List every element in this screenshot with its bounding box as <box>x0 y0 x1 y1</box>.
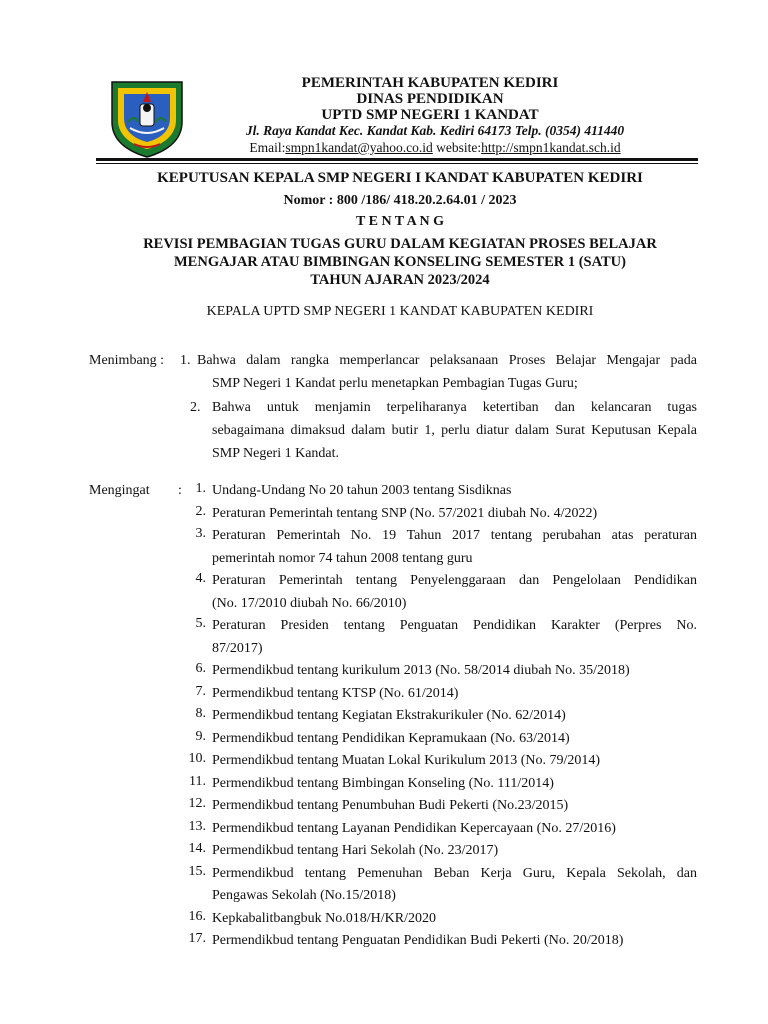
decree-title: KEPUTUSAN KEPALA SMP NEGERI I KANDAT KABUPATEN KEDIRI <box>157 170 643 186</box>
mengingat-item-number: 16. <box>188 908 206 924</box>
website-link[interactable]: http://smpn1kandat.sch.id <box>481 140 621 155</box>
decree-subject-line2: MENGAJAR ATAU BIMBINGAN KONSELING SEMESTER 1 (SATU) <box>174 254 626 270</box>
header-department: DINAS PENDIDIKAN <box>356 91 504 107</box>
email-label: Email: <box>249 140 286 155</box>
mengingat-item-text: Permendikbud tentang Layanan Pendidikan Kepercayaan (No. 27/2016) <box>212 820 616 836</box>
menimbang-item2-number: 2. <box>190 400 201 415</box>
mengingat-item-text: (No. 17/2010 diubah No. 66/2010) <box>212 595 407 611</box>
mengingat-item-text: Kepkabalitbangbuk No.018/H/KR/2020 <box>212 910 436 926</box>
header-contact <box>200 140 670 156</box>
kabupaten-kediri-emblem <box>104 78 190 158</box>
decree-number: Nomor : 800 /186/ 418.20.2.64.01 / 2023 <box>283 193 517 208</box>
email-link[interactable]: smpn1kandat@yahoo.co.id <box>285 140 433 155</box>
header-rule-thin <box>96 163 698 164</box>
mengingat-item-number: 15. <box>188 863 206 879</box>
menimbang-item2-line3: SMP Negeri 1 Kandat. <box>212 446 340 461</box>
mengingat-item-number: 4. <box>195 571 206 586</box>
mengingat-item-text: pemerintah nomor 74 tahun 2008 tentang guru <box>212 550 473 566</box>
mengingat-item-text: Peraturan Presiden tentang Penguatan Pendidikan Karakter (Perpres No. <box>212 618 697 633</box>
menimbang-item1-line1: Bahwa dalam rangka memperlancar pelaksanaan Proses Belajar Mengajar pada <box>197 353 697 368</box>
menimbang-item1-number: 1. <box>180 353 191 368</box>
mengingat-item-text: Permendikbud tentang Pemenuhan Beban Kerja Guru, Kepala Sekolah, dan <box>212 865 697 881</box>
mengingat-label: Mengingat <box>89 483 150 498</box>
mengingat-item-text: Permendikbud tentang KTSP (No. 61/2014) <box>212 685 459 701</box>
mengingat-item-text: Permendikbud tentang Bimbingan Konseling (No. 111/2014) <box>212 775 554 791</box>
mengingat-item-text: Permendikbud tentang Penumbuhan Budi Pekerti (No.23/2015) <box>212 798 569 813</box>
mengingat-item-text: Peraturan Pemerintah No. 19 Tahun 2017 tentang perubahan atas peraturan <box>212 528 697 543</box>
menimbang-label: Menimbang : <box>89 353 165 368</box>
mengingat-item-number: 7. <box>195 683 206 699</box>
mengingat-colon: : <box>178 483 182 498</box>
mengingat-item-text: Permendikbud tentang Muatan Lokal Kurikulum 2013 (No. 79/2014) <box>212 753 601 768</box>
mengingat-item-number: 14. <box>188 841 206 856</box>
mengingat-item-number: 17. <box>188 931 206 946</box>
decree-issuer: KEPALA UPTD SMP NEGERI 1 KANDAT KABUPATEN KEDIRI <box>206 304 594 319</box>
mengingat-item-number: 6. <box>195 661 206 676</box>
decree-about: T E N T A N G <box>356 214 444 229</box>
decree-subject-line3: TAHUN AJARAN 2023/2024 <box>310 272 490 288</box>
header-address: Jl. Raya Kandat Kec. Kandat Kab. Kediri 64173 Telp. (0354) 411440 <box>245 123 625 138</box>
mengingat-item-text: Permendikbud tentang Kegiatan Ekstrakurikuler (No. 62/2014) <box>212 708 566 723</box>
decree-subject-line1: REVISI PEMBAGIAN TUGAS GURU DALAM KEGIATAN PROSES BELAJAR <box>143 236 657 252</box>
mengingat-item-text: Undang-Undang No 20 tahun 2003 tentang Sisdiknas <box>212 483 512 498</box>
mengingat-item-number: 9. <box>195 728 206 744</box>
mengingat-item-number: 12. <box>188 796 206 811</box>
mengingat-item-text: Peraturan Pemerintah tentang Penyelenggaraan dan Pengelolaan Pendidikan <box>212 573 697 588</box>
mengingat-item-text: Permendikbud tentang Pendidikan Kepramukaan (No. 63/2014) <box>212 730 570 746</box>
mengingat-item-number: 2. <box>195 503 206 519</box>
mengingat-item-number: 1. <box>195 481 206 496</box>
mengingat-item-number: 10. <box>188 751 206 766</box>
mengingat-item-number: 13. <box>188 818 206 834</box>
mengingat-item-text: Permendikbud tentang Hari Sekolah (No. 23/2017) <box>212 843 499 858</box>
header-school: UPTD SMP NEGERI 1 KANDAT <box>321 107 539 123</box>
mengingat-item-number: 5. <box>195 616 206 631</box>
header-government: PEMERINTAH KABUPATEN KEDIRI <box>301 75 559 91</box>
menimbang-item2-line1: Bahwa untuk menjamin terpeliharanya ketertiban dan kelancaran tugas <box>212 400 697 415</box>
mengingat-item-text: Permendikbud tentang Penguatan Pendidikan Budi Pekerti (No. 20/2018) <box>212 933 624 948</box>
mengingat-item-text: 87/2017) <box>212 640 263 656</box>
mengingat-item-number: 8. <box>195 706 206 721</box>
menimbang-item2-line2: sebagaimana dimaksud dalam butir 1, perlu diatur dalam Surat Keputusan Kepala <box>212 423 697 438</box>
website-label: website: <box>432 140 482 155</box>
mengingat-item-text: Permendikbud tentang kurikulum 2013 (No. 58/2014 diubah No. 35/2018) <box>212 663 630 678</box>
mengingat-item-number: 11. <box>189 773 206 789</box>
menimbang-item1-line2: SMP Negeri 1 Kandat perlu menetapkan Pembagian Tugas Guru; <box>212 376 578 391</box>
header-rule-thick <box>96 158 698 161</box>
mengingat-item-text: Pengawas Sekolah (No.15/2018) <box>212 888 396 903</box>
mengingat-item-text: Peraturan Pemerintah tentang SNP (No. 57/2021 diubah No. 4/2022) <box>212 505 598 521</box>
mengingat-item-number: 3. <box>195 526 206 541</box>
